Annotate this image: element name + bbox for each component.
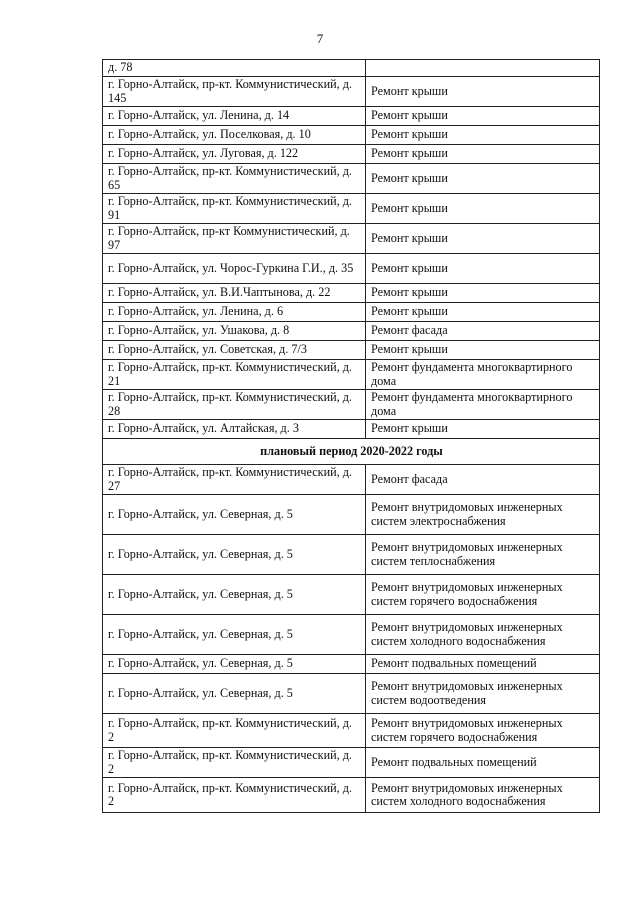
address-cell: г. Горно-Алтайск, пр-кт. Коммунистический, д. 2	[103, 748, 366, 778]
work-type-cell: Ремонт крыши	[366, 284, 600, 303]
work-type-cell: Ремонт внутридомовых инженерных систем электроснабжения	[366, 495, 600, 535]
work-type-cell: Ремонт фундамента многоквартирного дома	[366, 390, 600, 420]
address-cell: г. Горно-Алтайск, ул. Чорос-Гуркина Г.И., д. 35	[103, 254, 366, 284]
table-row	[103, 778, 600, 813]
address-cell: г. Горно-Алтайск, пр-кт. Коммунистический, д. 2	[103, 778, 366, 813]
table-row	[103, 164, 600, 194]
address-cell: д. 78	[103, 60, 366, 77]
address-cell: г. Горно-Алтайск, ул. Алтайская, д. 3	[103, 420, 366, 439]
work-type-cell: Ремонт фундамента многоквартирного дома	[366, 360, 600, 390]
table-row	[103, 390, 600, 420]
address-cell: г. Горно-Алтайск, ул. Советская, д. 7/3	[103, 341, 366, 360]
address-cell: г. Горно-Алтайск, ул. Ленина, д. 6	[103, 303, 366, 322]
work-type-cell: Ремонт внутридомовых инженерных систем холодного водоснабжения	[366, 615, 600, 655]
address-cell: г. Горно-Алтайск, ул. В.И.Чаптынова, д. 22	[103, 284, 366, 303]
work-type-cell: Ремонт крыши	[366, 164, 600, 194]
repair-schedule-table	[102, 59, 600, 813]
address-cell: г. Горно-Алтайск, ул. Северная, д. 5	[103, 655, 366, 674]
work-type-cell: Ремонт внутридомовых инженерных систем холодного водоснабжения	[366, 778, 600, 813]
work-type-cell: Ремонт крыши	[366, 126, 600, 145]
address-cell: г. Горно-Алтайск, ул. Северная, д. 5	[103, 615, 366, 655]
work-type-cell: Ремонт крыши	[366, 420, 600, 439]
table-row	[103, 322, 600, 341]
address-cell: г. Горно-Алтайск, ул. Северная, д. 5	[103, 535, 366, 575]
table-row	[103, 77, 600, 107]
address-cell: г. Горно-Алтайск, пр-кт. Коммунистический, д. 21	[103, 360, 366, 390]
table-body	[103, 60, 600, 813]
table-row	[103, 535, 600, 575]
table-row	[103, 60, 600, 77]
page-number: 7	[316, 31, 324, 46]
table-row	[103, 748, 600, 778]
address-cell: г. Горно-Алтайск, пр-кт. Коммунистический, д. 145	[103, 77, 366, 107]
table-row	[103, 420, 600, 439]
work-type-cell: Ремонт крыши	[366, 145, 600, 164]
work-type-cell: Ремонт подвальных помещений	[366, 748, 600, 778]
work-type-cell: Ремонт крыши	[366, 107, 600, 126]
work-type-cell: Ремонт крыши	[366, 341, 600, 360]
address-cell: г. Горно-Алтайск, пр-кт. Коммунистический, д. 27	[103, 465, 366, 495]
work-type-cell: Ремонт внутридомовых инженерных систем горячего водоснабжения	[366, 575, 600, 615]
address-cell: г. Горно-Алтайск, пр-кт. Коммунистический, д. 65	[103, 164, 366, 194]
work-type-cell: Ремонт крыши	[366, 303, 600, 322]
work-type-cell: Ремонт подвальных помещений	[366, 655, 600, 674]
work-type-cell: Ремонт фасада	[366, 465, 600, 495]
address-cell: г. Горно-Алтайск, ул. Северная, д. 5	[103, 495, 366, 535]
section-header-row	[103, 439, 600, 465]
address-cell: г. Горно-Алтайск, ул. Луговая, д. 122	[103, 145, 366, 164]
address-cell: г. Горно-Алтайск, ул. Северная, д. 5	[103, 575, 366, 615]
table-row	[103, 655, 600, 674]
table-row	[103, 615, 600, 655]
address-cell: г. Горно-Алтайск, пр-кт. Коммунистический, д. 91	[103, 194, 366, 224]
table-row	[103, 284, 600, 303]
table-row	[103, 126, 600, 145]
work-type-cell: Ремонт фасада	[366, 322, 600, 341]
table-row	[103, 360, 600, 390]
table-row	[103, 341, 600, 360]
address-cell: г. Горно-Алтайск, пр-кт. Коммунистический, д. 2	[103, 714, 366, 748]
address-cell: г. Горно-Алтайск, ул. Северная, д. 5	[103, 674, 366, 714]
work-type-cell: Ремонт крыши	[366, 194, 600, 224]
table-row	[103, 145, 600, 164]
table-row	[103, 224, 600, 254]
work-type-cell: Ремонт крыши	[366, 224, 600, 254]
address-cell: г. Горно-Алтайск, ул. Поселковая, д. 10	[103, 126, 366, 145]
table-row	[103, 575, 600, 615]
table-row	[103, 714, 600, 748]
address-cell: г. Горно-Алтайск, пр-кт. Коммунистический, д. 28	[103, 390, 366, 420]
table-row	[103, 194, 600, 224]
table-row	[103, 495, 600, 535]
table-row	[103, 674, 600, 714]
work-type-cell	[366, 60, 600, 77]
work-type-cell: Ремонт крыши	[366, 254, 600, 284]
section-title: плановый период 2020-2022 годы	[103, 439, 600, 465]
address-cell: г. Горно-Алтайск, ул. Ленина, д. 14	[103, 107, 366, 126]
work-type-cell: Ремонт крыши	[366, 77, 600, 107]
work-type-cell: Ремонт внутридомовых инженерных систем водоотведения	[366, 674, 600, 714]
work-type-cell: Ремонт внутридомовых инженерных систем теплоснабжения	[366, 535, 600, 575]
address-cell: г. Горно-Алтайск, ул. Ушакова, д. 8	[103, 322, 366, 341]
table-row	[103, 303, 600, 322]
table-row	[103, 465, 600, 495]
table-row	[103, 254, 600, 284]
address-cell: г. Горно-Алтайск, пр-кт Коммунистический, д. 97	[103, 224, 366, 254]
work-type-cell: Ремонт внутридомовых инженерных систем горячего водоснабжения	[366, 714, 600, 748]
table-row	[103, 107, 600, 126]
